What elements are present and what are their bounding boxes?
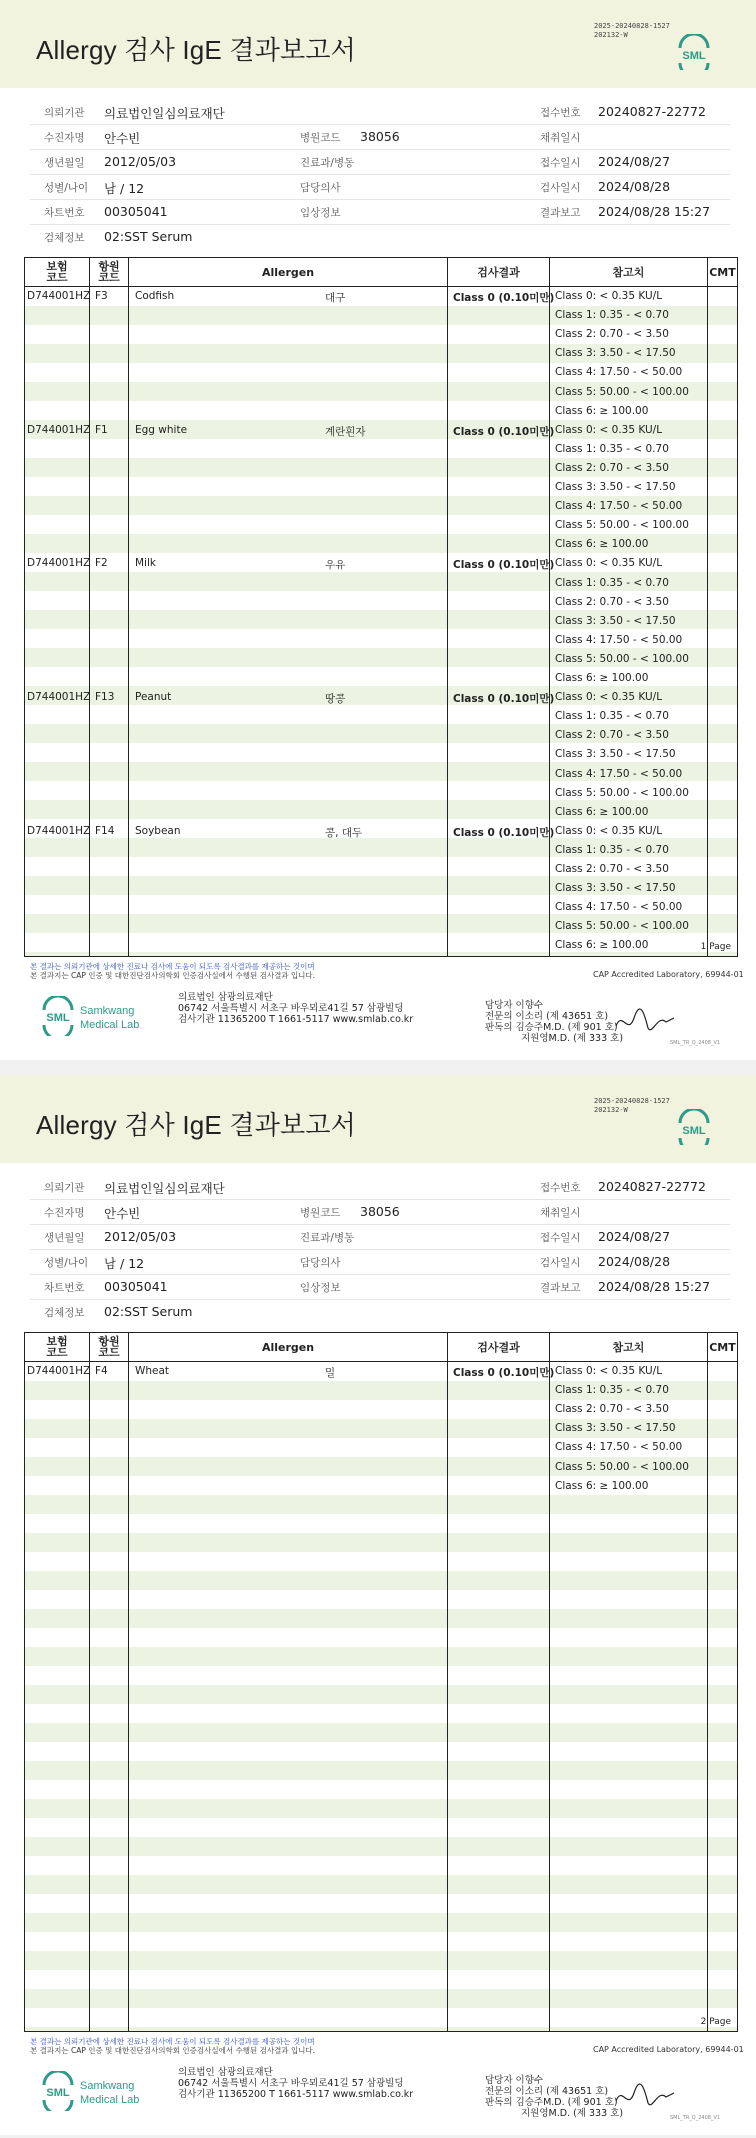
svg-text:Samkwang: Samkwang: [80, 2080, 135, 2092]
report-title: Allergy 검사 IgE 결과보고서: [36, 35, 356, 65]
cap-accreditation: CAP Accredited Laboratory, 69944-01: [593, 970, 744, 979]
allergen-name-cell: Soybean: [135, 824, 181, 837]
table-header: 보험 코드 항원 코드 Allergen 검사결과 참고치 CMT: [25, 258, 737, 287]
reference-range: Class 4: 17.50 - < 50.00: [555, 767, 683, 780]
antigen-code-cell: F2: [95, 557, 108, 570]
reference-range: Class 6: ≥ 100.00: [555, 939, 649, 952]
reference-range: Class 4: 17.50 - < 50.00: [555, 500, 683, 513]
reference-range: Class 2: 0.70 - < 3.50: [555, 729, 669, 742]
form-code: SML_TR_Q_2408_V1: [670, 2115, 721, 2121]
reference-range: Class 6: ≥ 100.00: [555, 672, 649, 684]
reference-range: Class 3: 3.50 - < 17.50: [555, 882, 676, 895]
reference-range: Class 4: 17.50 - < 50.00: [555, 1441, 683, 1454]
reference-range: Class 0: < 0.35 KU/L: [555, 423, 663, 436]
allergen-name-cell: Peanut: [135, 691, 172, 704]
reference-range: Class 2: 0.70 - < 3.50: [555, 863, 669, 875]
svg-text:Samkwang: Samkwang: [80, 1005, 135, 1017]
reference-range: Class 5: 50.00 - < 100.00: [555, 920, 689, 933]
insurance-code-cell: D744001HZ: [27, 423, 91, 436]
insurance-code-cell: D744001HZ: [27, 824, 91, 837]
sml-logo-icon: [676, 34, 712, 70]
report-page-1: [0, 0, 756, 1060]
svg-text:SML: SML: [682, 50, 706, 62]
allergen-korean-cell: 밀: [325, 1367, 336, 1379]
footnote: 본 결과는 의뢰기관에 상세한 진료나 검사에 도움이 되도록 검사결과를 제공하는 것이며 본 결과지는 CAP 인증 및 대한진단검사의학회 인증검사실에서 수행된 검사결과 입니다.: [30, 962, 316, 980]
reference-range: Class 2: 0.70 - < 3.50: [555, 328, 669, 341]
svg-text:SML: SML: [46, 1012, 70, 1024]
result-cell: Class 0 (0.10미만): [453, 826, 555, 839]
signature-icon: [610, 1006, 680, 1038]
lab-address: 의료법인 삼광의료재단 06742 서울특별시 서초구 바우뫼로41길 57 삼광빌딩 검사기관 11365200 T 1661-5117 www.smlab.co.kr: [178, 992, 414, 1025]
antigen-code-cell: F1: [95, 423, 108, 436]
reference-range: Class 3: 3.50 - < 17.50: [555, 347, 676, 360]
reference-range: Class 1: 0.35 - < 0.70: [555, 1384, 669, 1397]
sml-logo-icon: [676, 1109, 712, 1145]
reference-range: Class 3: 3.50 - < 17.50: [555, 614, 676, 627]
signature-icon: [610, 2081, 680, 2113]
reference-range: Class 5: 50.00 - < 100.00: [555, 786, 689, 799]
antigen-code-cell: F13: [95, 691, 115, 704]
antigen-code-cell: F3: [95, 290, 108, 302]
reference-range: Class 1: 0.35 - < 0.70: [555, 442, 669, 455]
insurance-code-cell: D744001HZ: [27, 290, 91, 302]
allergen-korean-cell: 대구: [325, 292, 346, 304]
insurance-code-cell: D744001HZ: [27, 691, 91, 704]
antigen-code-cell: F14: [95, 824, 115, 837]
allergen-korean-cell: 콩, 대두: [325, 826, 363, 839]
page-number: 2 Page: [700, 2017, 731, 2027]
reference-range: Class 4: 17.50 - < 50.00: [555, 633, 683, 646]
results-table: [24, 1332, 738, 2032]
patient-info: 의뢰기관 의료법인일심의료재단 접수번호 20240827-22772 수진자명 안수빈 병원코드 38056 채취일시 생년월일 2012/05/03 진료과/병동 접수일시 2024/08/27 성별/나이 남 / 12 담당의사 검사일시 2024/08/28 차트번호 00305041 임상정보 결과보고 2024/08/28 15:27 검체정보 02:SST Serum: [30, 100, 730, 249]
samkwang-logo-icon: [40, 996, 200, 1036]
allergen-korean-cell: 우유: [325, 559, 346, 572]
reference-range: Class 0: < 0.35 KU/L: [555, 290, 663, 302]
results-table: [24, 257, 738, 957]
page-number: 1 Page: [700, 942, 731, 952]
allergen-name-cell: Wheat: [135, 1365, 170, 1377]
reference-range: Class 6: ≥ 100.00: [555, 404, 649, 417]
reference-range: Class 6: ≥ 100.00: [555, 805, 649, 818]
reference-range: Class 1: 0.35 - < 0.70: [555, 710, 669, 723]
lab-address: 의료법인 삼광의료재단 06742 서울특별시 서초구 바우뫼로41길 57 삼광빌딩 검사기관 11365200 T 1661-5117 www.smlab.co.kr: [178, 2067, 414, 2100]
cap-accreditation: CAP Accredited Laboratory, 69944-01: [593, 2045, 744, 2054]
result-cell: Class 0 (0.10미만): [453, 425, 555, 438]
reference-range: Class 5: 50.00 - < 100.00: [555, 652, 689, 665]
reference-range: Class 6: ≥ 100.00: [555, 1479, 649, 1492]
insurance-code-cell: D744001HZ: [27, 557, 91, 570]
patient-info: 의뢰기관 의료법인일심의료재단 접수번호 20240827-22772 수진자명 안수빈 병원코드 38056 채취일시 생년월일 2012/05/03 진료과/병동 접수일시 2024/08/27 성별/나이 남 / 12 담당의사 검사일시 2024/08/28 차트번호 00305041 임상정보 결과보고 2024/08/28 15:27 검체정보 02:SST Serum: [30, 1175, 730, 1324]
reference-range: Class 3: 3.50 - < 17.50: [555, 1422, 676, 1435]
result-cell: Class 0 (0.10미만): [453, 1367, 555, 1379]
reference-range: Class 2: 0.70 - < 3.50: [555, 461, 669, 474]
allergen-name-cell: Egg white: [135, 423, 188, 436]
svg-text:SML: SML: [682, 1125, 706, 1137]
staff-list: 담당자 이향수 전문의 이소리 (제 43651 호) 판독의 김승주M.D. (제 901 호) 지원영M.D. (제 333 호): [485, 2075, 624, 2119]
reference-range: Class 2: 0.70 - < 3.50: [555, 1403, 669, 1416]
reference-range: Class 1: 0.35 - < 0.70: [555, 309, 669, 322]
insurance-code-cell: D744001HZ: [27, 1365, 91, 1377]
samkwang-logo-icon: [40, 2071, 200, 2111]
reference-range: Class 0: < 0.35 KU/L: [555, 557, 663, 570]
report-header: [0, 1075, 756, 1163]
svg-text:Medical Lab: Medical Lab: [80, 1019, 140, 1031]
report-title: Allergy 검사 IgE 결과보고서: [36, 1110, 356, 1140]
allergen-name-cell: Codfish: [135, 290, 175, 302]
reference-range: Class 0: < 0.35 KU/L: [555, 691, 663, 704]
allergen-name-cell: Milk: [135, 557, 156, 570]
allergen-korean-cell: 계란흰자: [325, 425, 366, 438]
reference-range: Class 0: < 0.35 KU/L: [555, 824, 663, 837]
document-id: 2025-20240828-1527 202132-W: [594, 22, 670, 39]
staff-list: 담당자 이향수 전문의 이소리 (제 43651 호) 판독의 김승주M.D. (제 901 호) 지원영M.D. (제 333 호): [485, 1000, 624, 1044]
footnote: 본 결과는 의뢰기관에 상세한 진료나 검사에 도움이 되도록 검사결과를 제공하는 것이며 본 결과지는 CAP 인증 및 대한진단검사의학회 인증검사실에서 수행된 검사결과 입니다.: [30, 2037, 316, 2055]
allergen-korean-cell: 땅콩: [325, 693, 346, 706]
reference-range: Class 6: ≥ 100.00: [555, 538, 649, 551]
result-cell: Class 0 (0.10미만): [453, 693, 555, 706]
reference-range: Class 3: 3.50 - < 17.50: [555, 481, 676, 493]
antigen-code-cell: F4: [95, 1365, 108, 1377]
document-id: 2025-20240828-1527 202132-W: [594, 1097, 670, 1114]
result-cell: Class 0 (0.10미만): [453, 292, 555, 304]
reference-range: Class 4: 17.50 - < 50.00: [555, 366, 683, 379]
reference-range: Class 5: 50.00 - < 100.00: [555, 385, 689, 398]
form-code: SML_TR_Q_2408_V1: [670, 1040, 721, 1046]
report-header: [0, 0, 756, 88]
reference-range: Class 1: 0.35 - < 0.70: [555, 843, 669, 856]
report-page-2: [0, 1075, 756, 2135]
svg-text:Medical Lab: Medical Lab: [80, 2094, 140, 2106]
result-cell: Class 0 (0.10미만): [453, 559, 555, 572]
reference-range: Class 4: 17.50 - < 50.00: [555, 901, 683, 914]
reference-range: Class 2: 0.70 - < 3.50: [555, 595, 669, 608]
table-header: 보험 코드 항원 코드 Allergen 검사결과 참고치 CMT: [25, 1333, 737, 1362]
reference-range: Class 5: 50.00 - < 100.00: [555, 1460, 689, 1473]
reference-range: Class 3: 3.50 - < 17.50: [555, 748, 676, 761]
reference-range: Class 0: < 0.35 KU/L: [555, 1365, 663, 1377]
reference-range: Class 1: 0.35 - < 0.70: [555, 576, 669, 589]
svg-text:SML: SML: [46, 2087, 70, 2099]
reference-range: Class 5: 50.00 - < 100.00: [555, 519, 689, 532]
